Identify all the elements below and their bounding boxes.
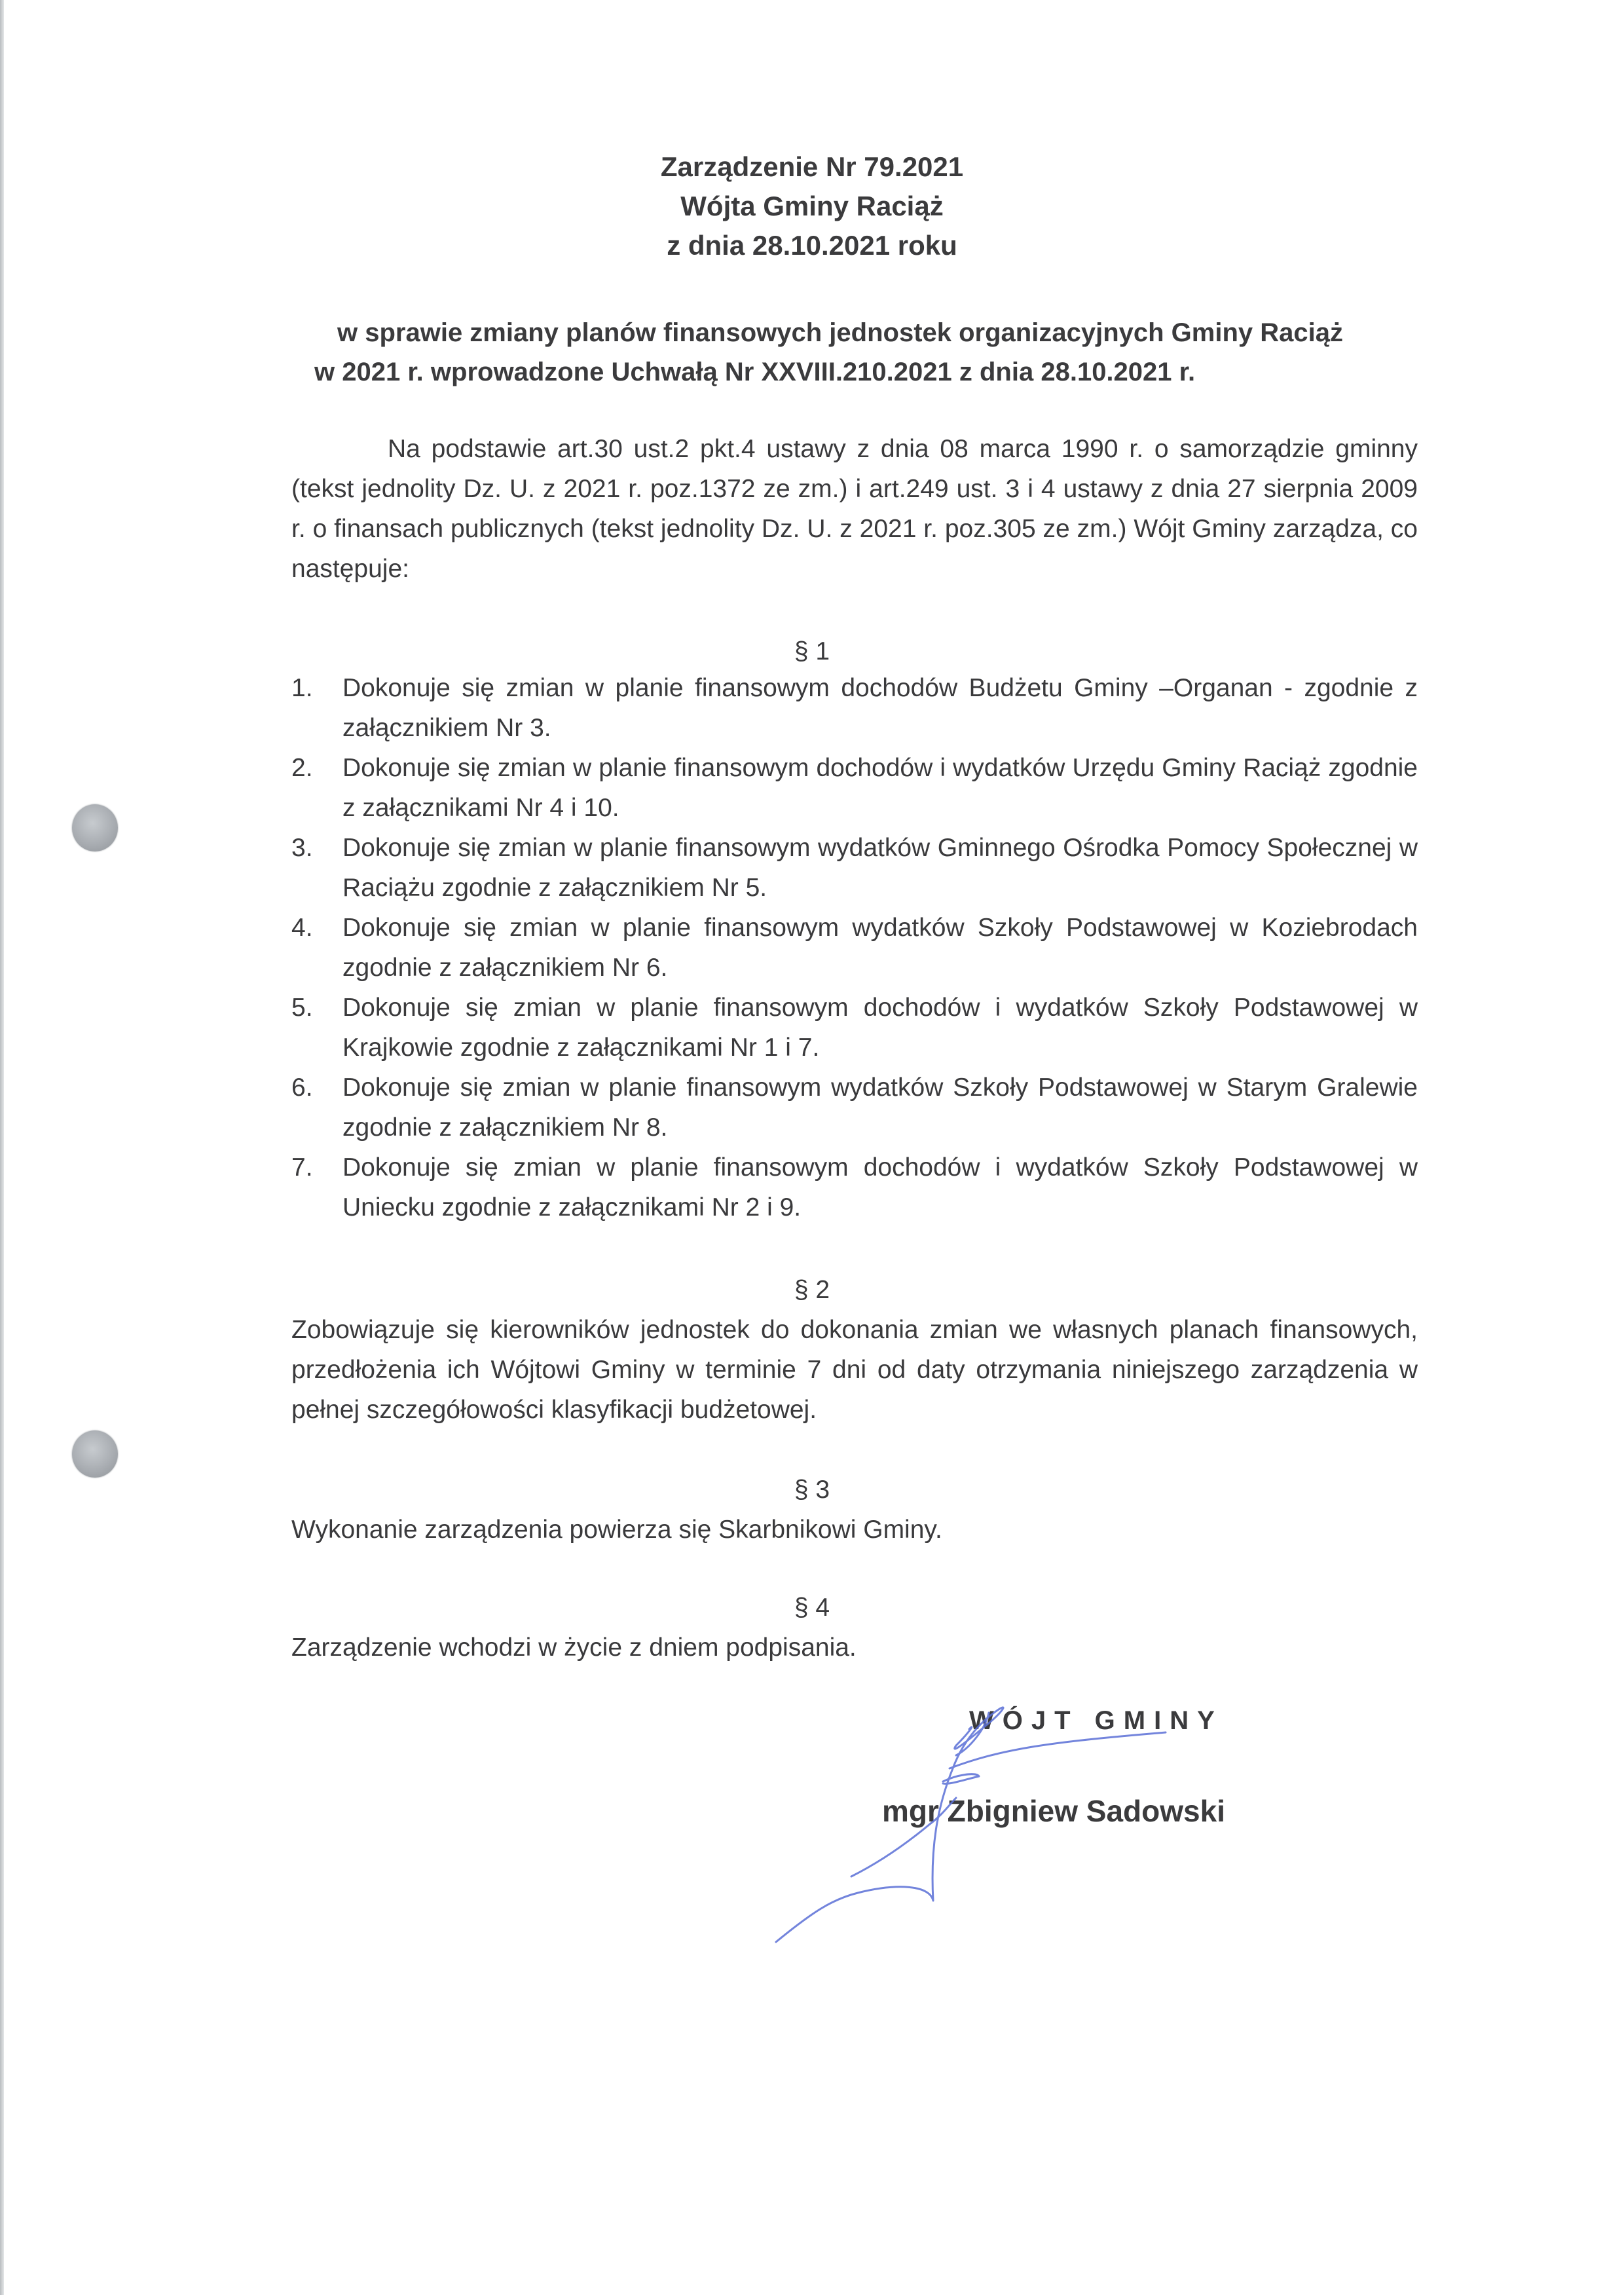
section-2-text: Zobowiązuje się kierowników jednostek do dokonania zmian we własnych planach finansowych, przedłożenia ich Wójtowi Gminy w terminie 7 dni od daty otrzymania niniejszego zarządzenia w pełnej szczegółowości klasyfikacji budżetowej. bbox=[291, 1316, 1418, 1424]
scanned-page-edge bbox=[0, 0, 4, 2295]
list-item bbox=[291, 668, 1418, 748]
list-item bbox=[291, 908, 1418, 988]
item-number: 7. bbox=[291, 1153, 313, 1182]
item-number: 4. bbox=[291, 914, 313, 942]
signatory-name: mgr Zbigniew Sadowski bbox=[882, 1794, 1225, 1828]
item-text: Dokonuje się zmian w planie finansowym wydatków Szkoły Podstawowej w Koziebrodach zgodnie z załącznikiem Nr 6. bbox=[342, 914, 1418, 982]
item-text: Dokonuje się zmian w planie finansowym dochodów i wydatków Urzędu Gminy Raciąż zgodnie z załącznikami Nr 4 i 10. bbox=[342, 754, 1418, 822]
document-date: z dnia 28.10.2021 roku bbox=[667, 230, 957, 261]
item-text: Dokonuje się zmian w planie finansowym wydatków Gminnego Ośrodka Pomocy Społecznej w Raciążu zgodnie z załącznikiem Nr 5. bbox=[342, 834, 1418, 902]
punch-hole-top bbox=[72, 804, 118, 851]
list-item bbox=[291, 1148, 1418, 1227]
handwritten-signature bbox=[753, 1677, 1342, 1952]
section-mark-1: § 1 bbox=[794, 637, 830, 665]
list-item bbox=[291, 1068, 1418, 1148]
document-header bbox=[0, 147, 1624, 265]
section-mark-3: § 3 bbox=[794, 1476, 830, 1504]
list-item bbox=[291, 988, 1418, 1068]
section-3-text: Wykonanie zarządzenia powierza się Skarbnikowi Gminy. bbox=[291, 1516, 942, 1544]
item-number: 2. bbox=[291, 754, 313, 782]
item-number: 1. bbox=[291, 674, 313, 702]
document-subject bbox=[314, 313, 1441, 392]
section-4-text: Zarządzenie wchodzi w życie z dniem podpisania. bbox=[291, 1633, 857, 1662]
item-number: 6. bbox=[291, 1073, 313, 1102]
list-item bbox=[291, 828, 1418, 908]
document-title: Zarządzenie Nr 79.2021 bbox=[660, 151, 964, 182]
item-text: Dokonuje się zmian w planie finansowym dochodów i wydatków Szkoły Podstawowej w Krajkowie zgodnie z załącznikami Nr 1 i 7. bbox=[342, 994, 1418, 1062]
subject-line-1: w sprawie zmiany planów finansowych jednostek organizacyjnych Gminy Raciąż bbox=[337, 318, 1343, 347]
section-mark-4: § 4 bbox=[794, 1594, 830, 1622]
section-mark-2: § 2 bbox=[794, 1276, 830, 1304]
item-number: 5. bbox=[291, 994, 313, 1022]
preamble: Na podstawie art.30 ust.2 pkt.4 ustawy z dnia 08 marca 1990 r. o samorządzie gminny (tekst jednolity Dz. U. z 2021 r. poz.1372 ze zm.) i art.249 ust. 3 i 4 ustawy z dnia 27 sierpnia 2009 r. o finansach publicznych (tekst jednolity Dz. U. z 2021 r. poz.305 ze zm.) Wójt Gminy zarządza, co następuje: bbox=[291, 435, 1418, 583]
item-text: Dokonuje się zmian w planie finansowym dochodów Budżetu Gminy –Organan - zgodnie z załącznikiem Nr 3. bbox=[342, 674, 1418, 742]
list-item bbox=[291, 748, 1418, 828]
item-text: Dokonuje się zmian w planie finansowym wydatków Szkoły Podstawowej w Starym Gralewie zgodnie z załącznikiem Nr 8. bbox=[342, 1073, 1418, 1142]
document-issuer: Wójta Gminy Raciąż bbox=[680, 191, 944, 221]
item-number: 3. bbox=[291, 834, 313, 862]
item-text: Dokonuje się zmian w planie finansowym dochodów i wydatków Szkoły Podstawowej w Uniecku zgodnie z załącznikami Nr 2 i 9. bbox=[342, 1153, 1418, 1222]
signatory-title: WÓJT GMINY bbox=[969, 1706, 1223, 1735]
subject-line-2: w 2021 r. wprowadzone Uchwałą Nr XXVIII.210.2021 z dnia 28.10.2021 r. bbox=[314, 358, 1196, 386]
section-1-list bbox=[291, 668, 1418, 1227]
